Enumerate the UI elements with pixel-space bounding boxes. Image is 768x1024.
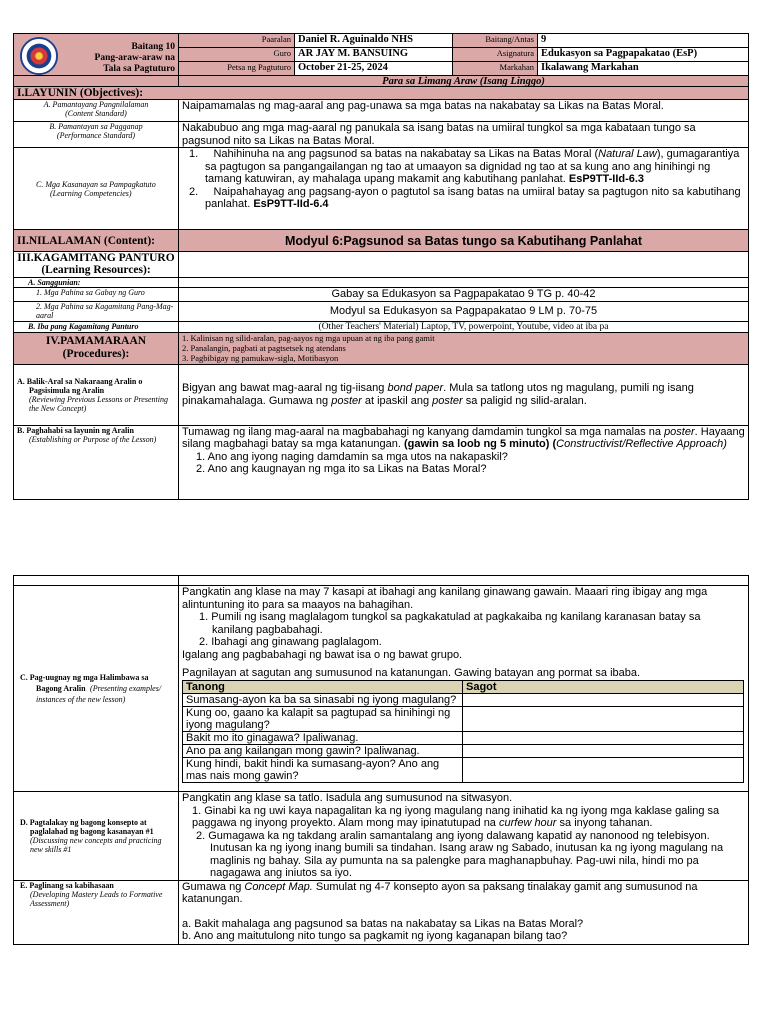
guro-label: Guro bbox=[179, 48, 295, 62]
answer-cell[interactable] bbox=[463, 744, 744, 757]
table-row: Kung oo, gaano ka kalapit sa pagtupad sa hinihingi ng iyong magulang? bbox=[183, 706, 744, 731]
pag-uugnay-item-1: 1. Pumili ng isang maglalagom tungkol sa pagkakatulad at pagkakaiba ng kanilang karanasan batay sa kanilang pagbabahagi. bbox=[199, 611, 701, 636]
baitang-label: Baitang/Antas bbox=[453, 34, 538, 48]
deped-seal-icon bbox=[20, 37, 58, 75]
competencies-text bbox=[179, 148, 749, 230]
pagtalakay-label: D. Pagtalakay ng bagong konsepto at paglalahad ng bagong kasanayan #1 (Discussing new concepts and practicing new skills #1 bbox=[14, 792, 179, 881]
module-title: Modyul 6:Pagsunod sa Batas tungo sa Kabutihang Panlahat bbox=[179, 230, 749, 252]
grade-title: Baitang 10 bbox=[131, 42, 175, 52]
header-table bbox=[13, 33, 749, 89]
petsa-label: Petsa ng Pagtuturo bbox=[179, 62, 295, 76]
header-title-cell bbox=[14, 34, 179, 76]
table-row: Bakit mo ito ginagawa? Ipaliwanag. bbox=[183, 731, 744, 744]
kagamitan-mag-aaral-value: Modyul sa Edukasyon sa Pagpapakatao 9 LM p. 70-75 bbox=[179, 301, 749, 321]
asignatura-label: Asignatura bbox=[453, 48, 538, 62]
paglinang-question-b: b. Ano ang maitutulong nito tungo sa pagkamit ng iyong kaganapan bilang tao? bbox=[182, 930, 568, 942]
pagtalakay-text: Pangkatin ang klase sa tatlo. Isadula ang sumusunod na sitwasyon. 1. Ginabi ka ng uwi kaya napagalitan ka ng iyong magulang nang inihatid ka ng iyong mga kaklase galing sa paggawa ng inyong proyekto. Alam mong may ipinatutupad na curfew hour sa inyong tahanan. 2. Gumagawa ka ng takdang aralin samantalang ang iyong dalawang kapatid ay nanonood ng telebisyon. Inutusan ka ng iyong inang bumili sa tindahan. Isang araw ng Sabado, inutusan ka ng iyong magulang na maglinis ng bahay. Sila ay pumunta na sa palengke para maghanapbuhay. Pag-uwi nila, hindi mo pa nagagawa ang iniutos sa iyo. bbox=[179, 792, 749, 881]
duration-label: Para sa Limang Araw (Isang Linggo) bbox=[179, 76, 749, 89]
col-header-sagot: Sagot bbox=[463, 680, 744, 693]
question-answer-table bbox=[182, 680, 744, 783]
answer-cell[interactable] bbox=[463, 731, 744, 744]
pamamaraan-title: IV.PAMAMARAAN (Procedures): bbox=[14, 332, 179, 364]
paaralan-label: Paaralan bbox=[179, 34, 295, 48]
markahan-value: Ikalawang Markahan bbox=[538, 62, 749, 76]
gabay-guro-value: Gabay sa Edukasyon sa Pagpapakatao 9 TG p. 40-42 bbox=[179, 288, 749, 302]
table-row: Kung hindi, bakit hindi ka sumasang-ayon? Ano ang mas nais mong gawin? bbox=[183, 757, 744, 782]
performance-standard-label: B. Pamantayan sa Pagganap (Performance Standard) bbox=[14, 122, 179, 148]
markahan-label: Markahan bbox=[453, 62, 538, 76]
guro-value: AR JAY M. BANSUING bbox=[295, 48, 453, 62]
pag-uugnay-intro: Pangkatin ang klase na may 7 kasapi at ibahagi ang kanilang ginawang gawain. Maaari ring ibigay ang mga alintuntuning ito para sa maayos na bahagihan. bbox=[182, 586, 708, 611]
paaralan-value: Daniel R. Aguinaldo NHS bbox=[295, 34, 453, 48]
iba-pang-kagamitan-value: (Other Teachers' Material) Laptop, TV, powerpoint, Youtube, video at iba pa bbox=[179, 321, 749, 332]
table-row: Ano pa ang kailangan mong gawin? Ipaliwanag. bbox=[183, 744, 744, 757]
table-row: Sumasang-ayon ka ba sa sinasabi ng iyong magulang? bbox=[183, 693, 744, 706]
balik-aral-text: Bigyan ang bawat mag-aaral ng tig-iisang bond paper. Mula sa tatlong utos ng magulang, pumili ng isang pinakamahalaga. Gumawa ng poster at ipaskil ang poster sa paligid ng silid-aralan. bbox=[179, 364, 749, 425]
asignatura-value: Edukasyon sa Pagpapakatao (EsP) bbox=[538, 48, 749, 62]
paghahabi-question-2: 2. Ano ang kaugnayan ng mga ito sa Likas na Batas Moral? bbox=[196, 463, 487, 475]
answer-cell[interactable] bbox=[463, 757, 744, 782]
answer-cell[interactable] bbox=[463, 706, 744, 731]
doc-title-line1: Pang-araw-araw na bbox=[94, 53, 175, 63]
performance-standard-text: Nakabubuo ang mga mag-aaral ng panukala sa isang batas na umiiral tungkol sa mga kabataan tungo sa pagsunod nito sa Likas na Batas Moral. bbox=[179, 122, 749, 148]
content-standard-label: A. Pamantayang Pangnilalaman (Content Standard) bbox=[14, 100, 179, 122]
paglinang-label: E. Paglinang sa kabihasaan (Developing Mastery Leads to Formative Assessment) bbox=[14, 880, 179, 944]
answer-cell[interactable] bbox=[463, 693, 744, 706]
petsa-value: October 21-25, 2024 bbox=[295, 62, 453, 76]
competency-1: 1. Nahihinuha na ang pagsunod sa batas na nakabatay sa Likas na Batas Moral (Natural Law), gumagarantiya sa pagtugon sa pangangailangan ng tao at umaayon sa dignidad ng tao at sa kung ano ang hinihingi ng tamang katuwiran, ay mahalaga upang makamit ang kabutihang panlahat. EsP9TT-IId-6.3 bbox=[189, 148, 740, 185]
gabay-guro-label: 1. Mga Pahina sa Gabay ng Guro bbox=[14, 288, 179, 302]
competencies-label: C. Mga Kasanayan sa Pampagkatuto (Learning Competencies) bbox=[14, 148, 179, 230]
paghahabi-text: Tumawag ng ilang mag-aaral na magbabahagi ng kanyang damdamin tungkol sa mga namalas na poster. Hayaang silang magbahagi batay sa mga katanungan. (gawin sa loob ng 5 minuto) (Constructivist/Reflective Approach) 1. Ano ang iyong naging damdamin sa mga utos na nakapaskil? 2. Ano ang kaugnayan ng mga ito sa Likas na Batas Moral? bbox=[179, 425, 749, 499]
pag-uugnay-label: C. Pag-uugnay ng mga Halimbawa sa Bagong Aralin (Presenting examples/ instances of the new lesson) bbox=[14, 586, 179, 792]
paghahabi-label: B. Paghahabi sa layunin ng Aralin (Establishing or Purpose of the Lesson) bbox=[14, 425, 179, 499]
pag-uugnay-item-2: 2. Ibahagi ang ginawang paglalagom. bbox=[199, 636, 382, 648]
baitang-value: 9 bbox=[538, 34, 749, 48]
paglinang-text: Gumawa ng Concept Map. Sumulat ng 4-7 konsepto ayon sa paksang tinalakay gamit ang sumusunod na katanungan. a. Bakit mahalaga ang pagsunod sa batas na nakabatay sa Likas na Batas Moral? b. Ano ang maitutulong nito tungo sa pagkamit ng iyong kaganapan bilang tao? bbox=[179, 880, 749, 944]
pag-uugnay-instruction: Pagnilayan at sagutan ang sumusunod na katanungan. Gawing batayan ang pormat sa ibaba. bbox=[182, 667, 641, 679]
pamamaraan-steps: 1. Kalinisan ng silid-aralan, pag-aayos ng mga upuan at ng iba pang gamit 2. Panalangin, pagbati at pagtsetsek ng atendans 3. Pagbibigay ng pamukaw-sigla, Motibasyon bbox=[179, 332, 749, 364]
layunin-title: I.LAYUNIN (Objectives): bbox=[14, 87, 749, 100]
sanggunian-label: A. Sanggunian: bbox=[14, 278, 179, 288]
pag-uugnay-text bbox=[179, 586, 749, 792]
pagtalakay-situation-1: 1. Ginabi ka ng uwi kaya napagalitan ka ng iyong magulang nang inihatid ka ng iyong mga kaklase galing sa paggawa ng inyong proyekto. Alam mong may ipinatutupad na curfew hour sa inyong tahanan. bbox=[192, 804, 720, 829]
col-header-tanong: Tanong bbox=[183, 680, 463, 693]
content-standard-text: Naipamamalas ng mag-aaral ang pag-unawa sa mga batas na nakabatay sa Likas na Batas Moral. bbox=[179, 100, 749, 122]
iba-pang-kagamitan-label: B. Iba pang Kagamitang Panturo bbox=[14, 321, 179, 332]
main-table-page2 bbox=[13, 575, 749, 945]
pagtalakay-situation-2: 2. Gumagawa ka ng takdang aralin samantalang ang iyong dalawang kapatid ay nanonood ng telebisyon. Inutusan ka ng iyong inang bumili sa tindahan. Isang araw ng Sabado, inutusan ka ng iyong magulang na maglinis ng bahay. Sila ay pumunta na sa palengke para maghanapbuhay. Pag-uwi nila, hindi mo pa nagagawa ang iniutos sa iyo. bbox=[196, 829, 724, 879]
paglinang-question-a: a. Bakit mahalaga ang pagsunod sa batas na nakabatay sa Likas na Batas Moral? bbox=[182, 917, 584, 930]
nilalaman-title: II.NILALAMAN (Content): bbox=[14, 230, 179, 252]
balik-aral-label: A. Balik-Aral sa Nakaraang Aralin o Pagsisimula ng Aralin (Reviewing Previous Lessons or Presenting the New Concept) bbox=[14, 364, 179, 425]
kagamitan-title: III.KAGAMITANG PANTURO (Learning Resources): bbox=[14, 252, 179, 278]
competency-2: 2. Naipahahayag ang pagsang-ayon o pagtutol sa isang batas na umiiral batay sa pagtugon nito sa kabutihang panlahat. EsP9TT-IId-6.4 bbox=[189, 185, 741, 210]
paghahabi-question-1: 1. Ano ang iyong naging damdamin sa mga utos na nakapaskil? bbox=[196, 450, 508, 463]
kagamitan-mag-aaral-label: 2. Mga Pahina sa Kagamitang Pang-Mag-aaral bbox=[14, 301, 179, 321]
main-table-page1 bbox=[13, 86, 749, 500]
pag-uugnay-respect: Igalang ang pagbabahagi ng bawat isa o ng bawat grupo. bbox=[182, 648, 463, 661]
doc-title-line2: Tala sa Pagtuturo bbox=[103, 64, 175, 74]
